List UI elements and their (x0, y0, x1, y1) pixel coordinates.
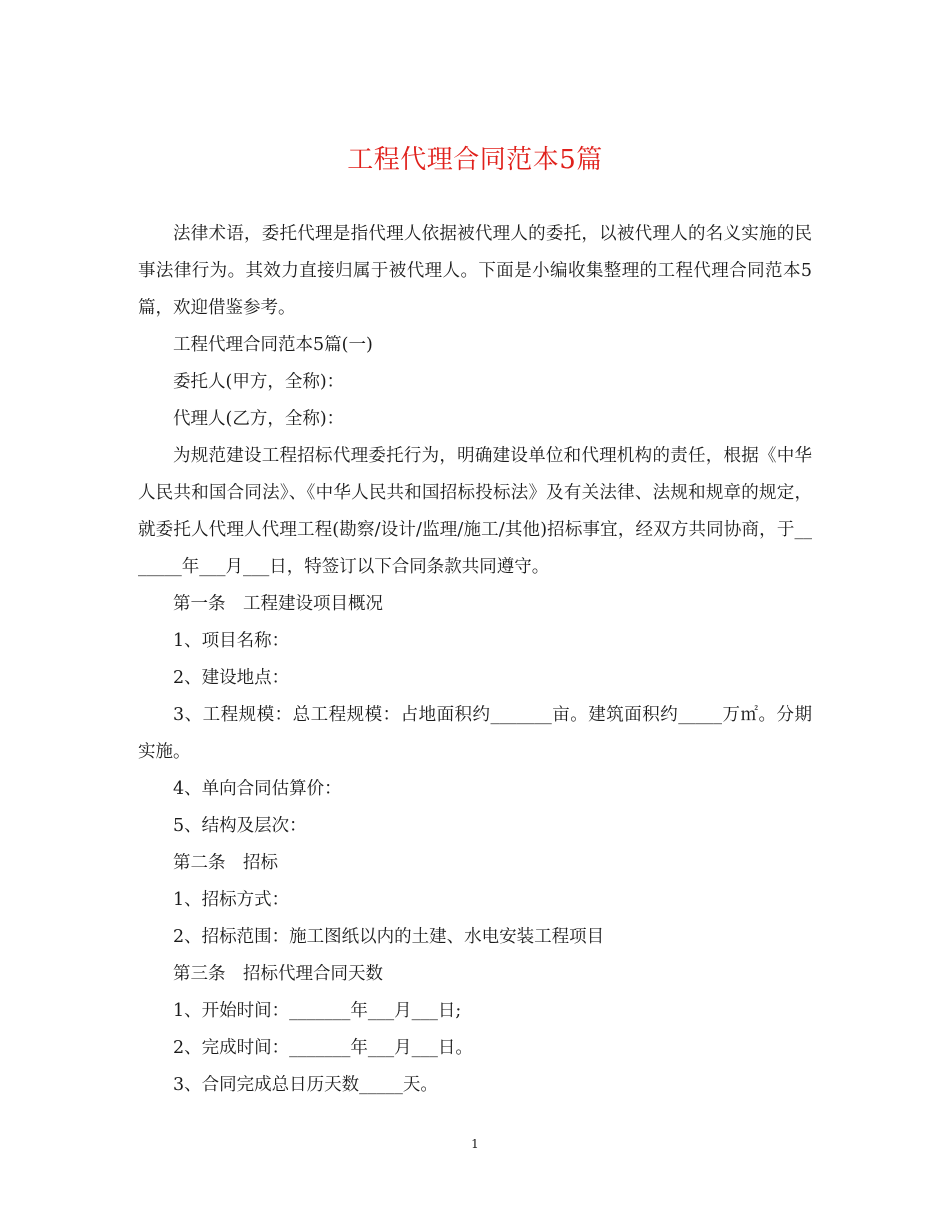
document-body (138, 216, 812, 1104)
page-number: 1 (471, 1137, 479, 1151)
clause-item: 3、合同完成总日历天数_____天。 (173, 1075, 438, 1095)
party-b-line: 代理人(乙方，全称)： (173, 409, 345, 429)
clause-item: 1、项目名称： (173, 631, 290, 651)
section-heading: 工程代理合同范本5篇(一) (173, 335, 373, 355)
article-heading: 第二条 招标 (173, 853, 278, 873)
clause-item: 3、工程规模：总工程规模：占地面积约_______亩。建筑面积约_____万㎡。分期实施。 (138, 705, 812, 762)
clause-item: 2、完成时间：_______年___月___日。 (173, 1038, 473, 1058)
intro-paragraph: 法律术语，委托代理是指代理人依据被代理人的委托，以被代理人的名义实施的民事法律行为。其效力直接归属于被代理人。下面是小编收集整理的工程代理合同范本5篇，欢迎借鉴参考。 (138, 224, 812, 318)
document-title: 工程代理合同范本5篇 (347, 145, 603, 175)
clause-item: 2、招标范围：施工图纸以内的土建、水电安装工程项目 (173, 927, 605, 947)
clause-item: 1、开始时间：_______年___月___日; (173, 1001, 462, 1021)
clause-item: 1、招标方式： (173, 890, 290, 910)
article-heading: 第一条 工程建设项目概况 (173, 594, 383, 614)
preamble-paragraph: 为规范建设工程招标代理委托行为，明确建设单位和代理机构的责任，根据《中华人民共和国合同法》、《中华人民共和国招标投标法》及有关法律、法规和规章的规定，就委托人代理人代理工程(勘察/设计/监理/施工/其他)招标事宜，经双方共同协商，于_______年___月___日，特签订以下合同条款共同遵守。 (138, 446, 812, 577)
article-heading: 第三条 招标代理合同天数 (173, 964, 383, 984)
clause-item: 4、单向合同估算价： (173, 779, 342, 799)
clause-item: 2、建设地点： (173, 668, 290, 688)
party-a-line: 委托人(甲方，全称)： (173, 372, 345, 392)
clause-item: 5、结构及层次： (173, 816, 307, 836)
